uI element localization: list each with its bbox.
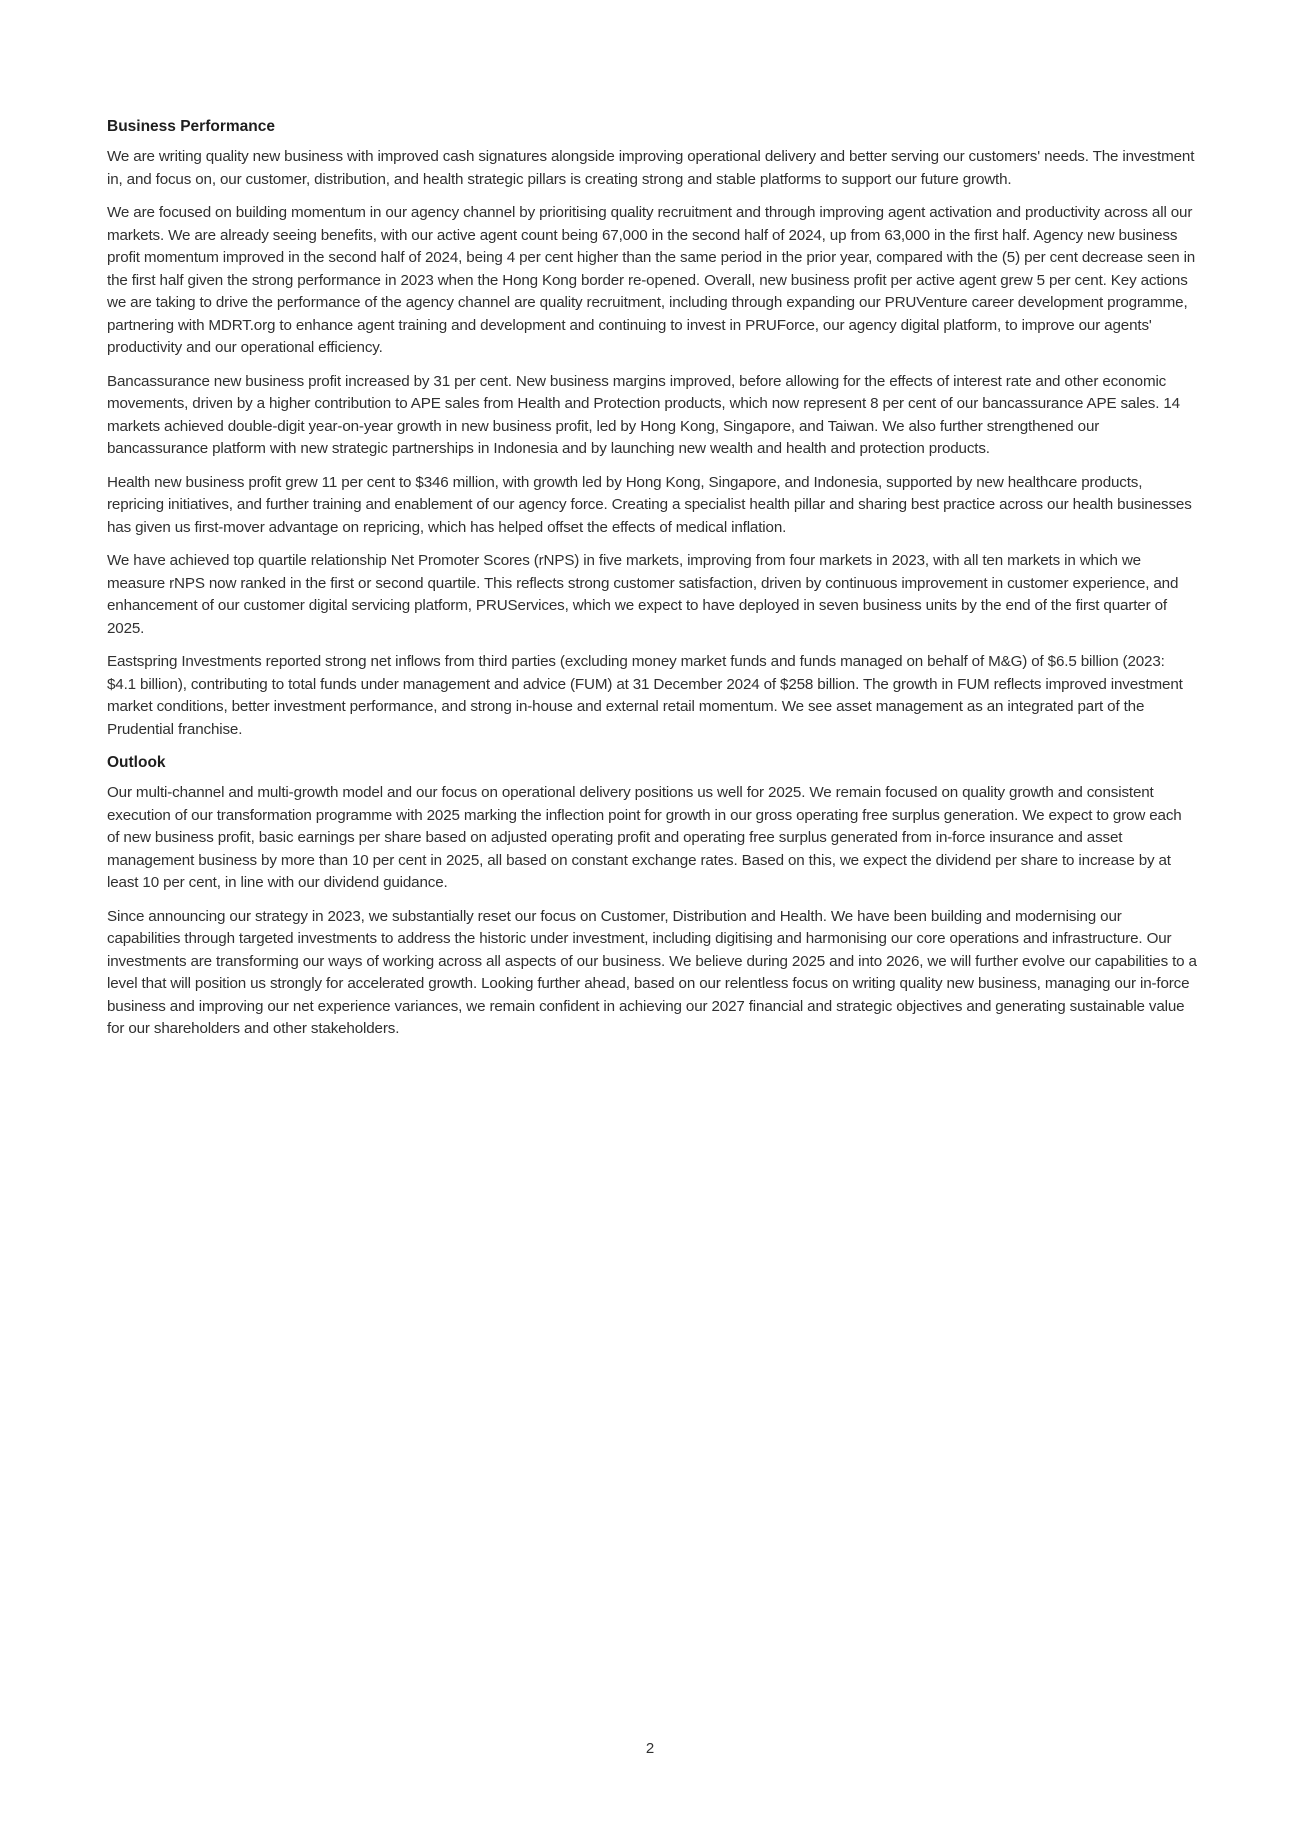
paragraph-rnps: We have achieved top quartile relationship Net Promoter Scores (rNPS) in five markets, improving from four markets in 2023, with all ten markets in which we measure rNPS now ranked in the first or second quartile. This reflects strong customer satisfaction, driven by continuous improvement in customer experience, and enhancement of our customer digital servicing platform, PRUServices, which we expect to have deployed in seven business units by the end of the first quarter of 2025.: [107, 552, 1179, 637]
page-number: 2: [645, 1740, 655, 1757]
paragraph-bancassurance: Bancassurance new business profit increased by 31 per cent. New business margins improved, before allowing for the effects of interest rate and other economic movements, driven by a higher contribution to APE sales from Health and Protection products, which now represent 8 per cent of our bancassurance APE sales. 14 markets achieved double-digit year-on-year growth in new business profit, led by Hong Kong, Singapore, and Taiwan. We also further strengthened our bancassurance platform with new strategic partnerships in Indonesia and by launching new wealth and health and protection products.: [107, 372, 1180, 457]
paragraph-agency-channel: We are focused on building momentum in our agency channel by prioritising quality recruitment and through improving agent activation and productivity across all our markets. We are already seeing benefits, with our active agent count being 67,000 in the second half of 2024, up from 63,000 in the first half. Agency new business profit momentum improved in the second half of 2024, being 4 per cent higher than the same period in the prior year, compared with the (5) per cent decrease seen in the first half given the strong performance in 2023 when the Hong Kong border re-opened. Overall, new business profit per active agent grew 5 per cent. Key actions we are taking to drive the performance of the agency channel are quality recruitment, including through expanding our PRUVenture career development programme, partnering with MDRT.org to enhance agent training and development and continuing to invest in PRUForce, our agency digital platform, to improve our agents' productivity and our operational efficiency.: [107, 204, 1196, 356]
paragraph-outlook-growth: Our multi-channel and multi-growth model and our focus on operational delivery positions us well for 2025. We remain focused on quality growth and consistent execution of our transformation programme with 2025 marking the inflection point for growth in our gross operating free surplus generation. We expect to grow each of new business profit, basic earnings per share based on adjusted operating profit and operating free surplus generated from in-force insurance and asset management business by more than 10 per cent in 2025, all based on constant exchange rates. Based on this, we expect the dividend per share to increase by at least 10 per cent, in line with our dividend guidance.: [107, 784, 1182, 891]
heading-outlook: Outlook: [107, 754, 166, 771]
paragraph-business-quality: We are writing quality new business with improved cash signatures alongside improving operational delivery and better serving our customers' needs. The investment in, and focus on, our customer, distribution, and health strategic pillars is creating strong and stable platforms to support our future growth.: [107, 148, 1195, 188]
document-body: [107, 116, 1197, 1052]
heading-business-performance: Business Performance: [107, 118, 275, 135]
paragraph-eastspring: Eastspring Investments reported strong net inflows from third parties (excluding money market funds and funds managed on behalf of M&G) of $6.5 billion (2023: $4.1 billion), contributing to total funds under management and advice (FUM) at 31 December 2024 of $258 billion. The growth in FUM reflects improved investment market conditions, better investment performance, and strong in-house and external retail momentum. We see asset management as an integrated part of the Prudential franchise.: [107, 653, 1183, 738]
paragraph-outlook-strategy: Since announcing our strategy in 2023, we substantially reset our focus on Customer, Distribution and Health. We have been building and modernising our capabilities through targeted investments to address the historic under investment, including digitising and harmonising our core operations and infrastructure. Our investments are transforming our ways of working across all aspects of our business. We believe during 2025 and into 2026, we will further evolve our capabilities to a level that will position us strongly for accelerated growth. Looking further ahead, based on our relentless focus on writing quality new business, managing our in-force business and improving our net experience variances, we remain confident in achieving our 2027 financial and strategic objectives and generating sustainable value for our shareholders and other stakeholders.: [107, 907, 1197, 1037]
paragraph-health: Health new business profit grew 11 per cent to $346 million, with growth led by Hong Kong, Singapore, and Indonesia, supported by new healthcare products, repricing initiatives, and further training and enablement of our agency force. Creating a specialist health pillar and sharing best practice across our health businesses has given us first-mover advantage on repricing, which has helped offset the effects of medical inflation.: [107, 473, 1192, 536]
